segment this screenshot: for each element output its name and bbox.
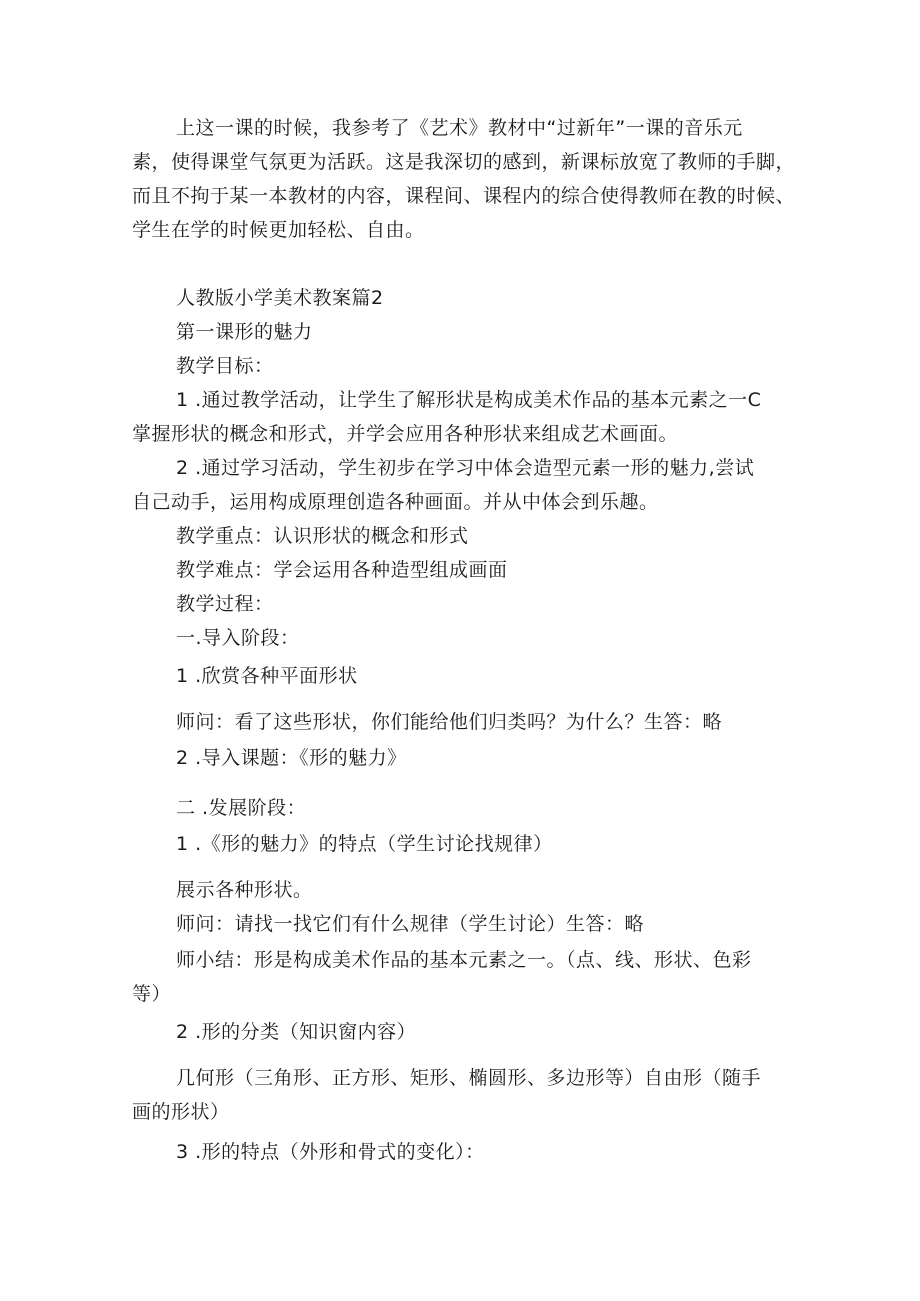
stage-2-item-3: 3 .形的特点（外形和骨式的变化）： (176, 1141, 485, 1163)
goal-2-line-2: 自己动手，运用构成原理创造各种画面。并从中体会到乐趣。 (132, 491, 659, 513)
shape-types-line-2: 画的形状） (132, 1101, 230, 1123)
stage-1-heading: 一.导入阶段： (176, 627, 300, 649)
teacher-summary-line-1: 师小结：形是构成美术作品的基本元素之一。（点、线、形状、色彩 (176, 949, 752, 971)
stage-2-item-1: 1 .《形的魅力》的特点（学生讨论找规律） (176, 833, 553, 855)
shape-types-line-1: 几何形（三角形、正方形、矩形、椭圆形、多边形等）自由形（随手 (176, 1067, 762, 1089)
key-point: 教学重点：认识形状的概念和形式 (176, 525, 469, 547)
intro-paragraph-line-2: 素，使得课堂气氛更为活跃。这是我深切的感到，新课标放宽了教师的手脚， (132, 151, 796, 173)
stage-1-teacher-question: 师问：看了这些形状，你们能给他们归类吗？为什么？生答：略 (176, 711, 723, 733)
goals-heading: 教学目标： (176, 355, 274, 377)
teacher-summary-line-2: 等） (132, 983, 172, 1005)
intro-paragraph-line-3: 而且不拘于某一本教材的内容，课程间、课程内的综合使得教师在教的时候、 (132, 185, 796, 207)
stage-1-item-2: 2 .导入课题：《形的魅力》 (176, 747, 407, 769)
stage-2-teacher-question: 师问：请找一找它们有什么规律（学生讨论）生答：略 (176, 913, 645, 935)
stage-2-item-2: 2 .形的分类（知识窗内容） (176, 1021, 417, 1043)
intro-paragraph-line-4: 学生在学的时候更加轻松、自由。 (132, 219, 425, 241)
lesson-title: 第一课形的魅力 (176, 321, 313, 343)
goal-1-line-2: 掌握形状的概念和形式，并学会应用各种形状来组成艺术画面。 (132, 423, 679, 445)
stage-2-heading: 二 .发展阶段： (176, 797, 307, 819)
show-shapes: 展示各种形状。 (176, 879, 313, 901)
process-heading: 教学过程： (176, 593, 274, 615)
stage-1-item-1: 1 .欣赏各种平面形状 (176, 665, 358, 687)
section-title: 人教版小学美术教案篇2 (176, 287, 384, 309)
intro-paragraph-line-1: 上这一课的时候，我参考了《艺术》教材中“过新年”一课的音乐元 (176, 117, 743, 139)
goal-2-line-1: 2 .通过学习活动，学生初步在学习中体会造型元素一形的魅力,尝试 (176, 457, 755, 479)
goal-1-line-1: 1 .通过教学活动，让学生了解形状是构成美术作品的基本元素之一C (176, 389, 762, 411)
difficulty: 教学难点：学会运用各种造型组成画面 (176, 559, 508, 581)
